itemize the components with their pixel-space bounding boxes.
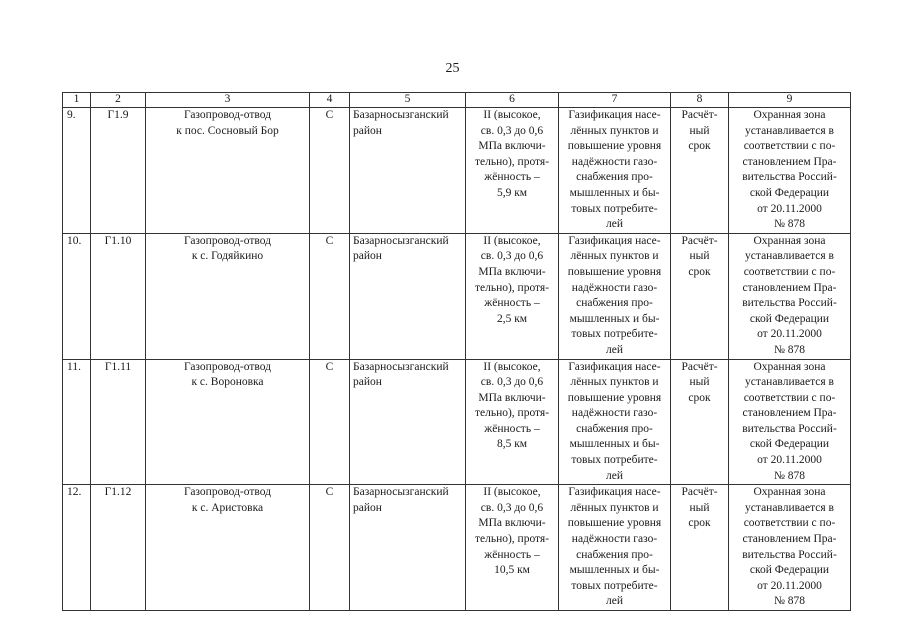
object-purpose: [559, 359, 671, 485]
object-characteristics: [466, 359, 559, 485]
object-characteristics-text: II (высокое, св. 0,3 до 0,6 МПа включи- тельно), протя- жённость – 5,9 км: [474, 109, 550, 199]
object-zone-text: Охранная зона устанавливается в соответствии с по- становлением Пра- вительства Россий- ской Федерации от 20.11.2000 № 878: [742, 234, 837, 356]
object-code-text: Г1.11: [104, 360, 132, 373]
row-number: [63, 108, 91, 234]
object-zone: [729, 359, 851, 485]
object-status-text: С: [325, 486, 334, 499]
row-number-text: 12.: [67, 486, 82, 499]
table-row: [63, 359, 851, 485]
object-code-text: Г1.12: [104, 486, 132, 499]
object-purpose-text: Газификация насе- лённых пунктов и повышение уровня надёжности газо- снабжения про- мышленных и бы- товых потребите- лей: [567, 486, 662, 608]
header-cell-7: 7: [559, 93, 671, 108]
header-cell-1: 1: [63, 93, 91, 108]
object-district-text: Базарносызганский район: [353, 360, 449, 389]
object-characteristics: [466, 108, 559, 234]
object-characteristics-text: II (высокое, св. 0,3 до 0,6 МПа включи- тельно), протя- жённость – 2,5 км: [474, 234, 550, 325]
object-status: [310, 233, 350, 359]
object-zone: [729, 108, 851, 234]
table-row: [63, 485, 851, 611]
object-zone: [729, 233, 851, 359]
object-name: [146, 108, 310, 234]
object-purpose: [559, 233, 671, 359]
object-characteristics: [466, 233, 559, 359]
object-name-text: Газопровод-отвод к с. Вороновка: [183, 360, 272, 389]
object-status: [310, 359, 350, 485]
header-cell-4: 4: [310, 93, 350, 108]
object-characteristics: [466, 485, 559, 611]
row-number-text: 10.: [67, 234, 82, 247]
table-row: [63, 108, 851, 234]
header-cell-6: 6: [466, 93, 559, 108]
object-name: [146, 233, 310, 359]
object-name-text: Газопровод-отвод к с. Годяйкино: [183, 234, 272, 263]
object-status-text: С: [325, 234, 334, 247]
header-cell-5: 5: [350, 93, 466, 108]
page-number: 25: [445, 61, 460, 76]
header-cell-2: 2: [91, 93, 146, 108]
object-name: [146, 359, 310, 485]
row-number-text: 9.: [67, 109, 76, 121]
object-district: [350, 233, 466, 359]
object-purpose: [559, 485, 671, 611]
object-district-text: Базарносызганский район: [353, 486, 449, 514]
object-code: [91, 108, 146, 234]
header-cell-3: 3: [146, 93, 310, 108]
object-name: [146, 485, 310, 611]
object-purpose: [559, 108, 671, 234]
object-characteristics-text: II (высокое, св. 0,3 до 0,6 МПа включи- тельно), протя- жённость – 8,5 км: [474, 360, 550, 451]
object-term: [671, 233, 729, 359]
object-term-text: Расчёт- ный срок: [681, 109, 718, 153]
object-code-text: Г1.10: [104, 234, 132, 247]
object-term: [671, 108, 729, 234]
header-cell-9: 9: [729, 93, 851, 108]
table-row: [63, 233, 851, 359]
object-term: [671, 485, 729, 611]
object-zone-text: Охранная зона устанавливается в соответствии с по- становлением Пра- вительства Россий- ской Федерации от 20.11.2000 № 878: [742, 486, 837, 608]
object-zone: [729, 485, 851, 611]
object-code: [91, 485, 146, 611]
object-code-text: Г1.9: [107, 109, 129, 121]
object-district-text: Базарносызганский район: [353, 234, 449, 263]
object-purpose-text: Газификация насе- лённых пунктов и повышение уровня надёжности газо- снабжения про- мышленных и бы- товых потребите- лей: [567, 109, 662, 231]
object-characteristics-text: II (высокое, св. 0,3 до 0,6 МПа включи- тельно), протя- жённость – 10,5 км: [474, 486, 550, 577]
object-purpose-text: Газификация насе- лённых пунктов и повышение уровня надёжности газо- снабжения про- мышленных и бы- товых потребите- лей: [567, 234, 662, 356]
header-cell-8: 8: [671, 93, 729, 108]
gas-pipeline-table: [62, 92, 851, 611]
object-zone-text: Охранная зона устанавливается в соответствии с по- становлением Пра- вительства Россий- ской Федерации от 20.11.2000 № 878: [742, 360, 837, 482]
object-purpose-text: Газификация насе- лённых пунктов и повышение уровня надёжности газо- снабжения про- мышленных и бы- товых потребите- лей: [567, 360, 662, 482]
object-code: [91, 359, 146, 485]
object-term-text: Расчёт- ный срок: [681, 234, 718, 278]
header-row: [63, 93, 851, 108]
object-district: [350, 485, 466, 611]
object-zone-text: Охранная зона устанавливается в соответствии с по- становлением Пра- вительства Россий- ской Федерации от 20.11.2000 № 878: [742, 109, 837, 231]
object-status: [310, 108, 350, 234]
row-number-text: 11.: [67, 360, 81, 373]
row-number: [63, 485, 91, 611]
row-number: [63, 233, 91, 359]
object-status: [310, 485, 350, 611]
object-term-text: Расчёт- ный срок: [681, 360, 718, 404]
object-name-text: Газопровод-отвод к с. Аристовка: [183, 486, 272, 514]
object-term-text: Расчёт- ный срок: [681, 486, 718, 530]
row-number: [63, 359, 91, 485]
object-district-text: Базарносызганский район: [353, 109, 449, 137]
object-district: [350, 359, 466, 485]
object-status-text: С: [325, 109, 334, 121]
object-district: [350, 108, 466, 234]
object-code: [91, 233, 146, 359]
object-term: [671, 359, 729, 485]
object-name-text: Газопровод-отвод к пос. Сосновый Бор: [176, 109, 279, 137]
object-status-text: С: [325, 360, 334, 373]
